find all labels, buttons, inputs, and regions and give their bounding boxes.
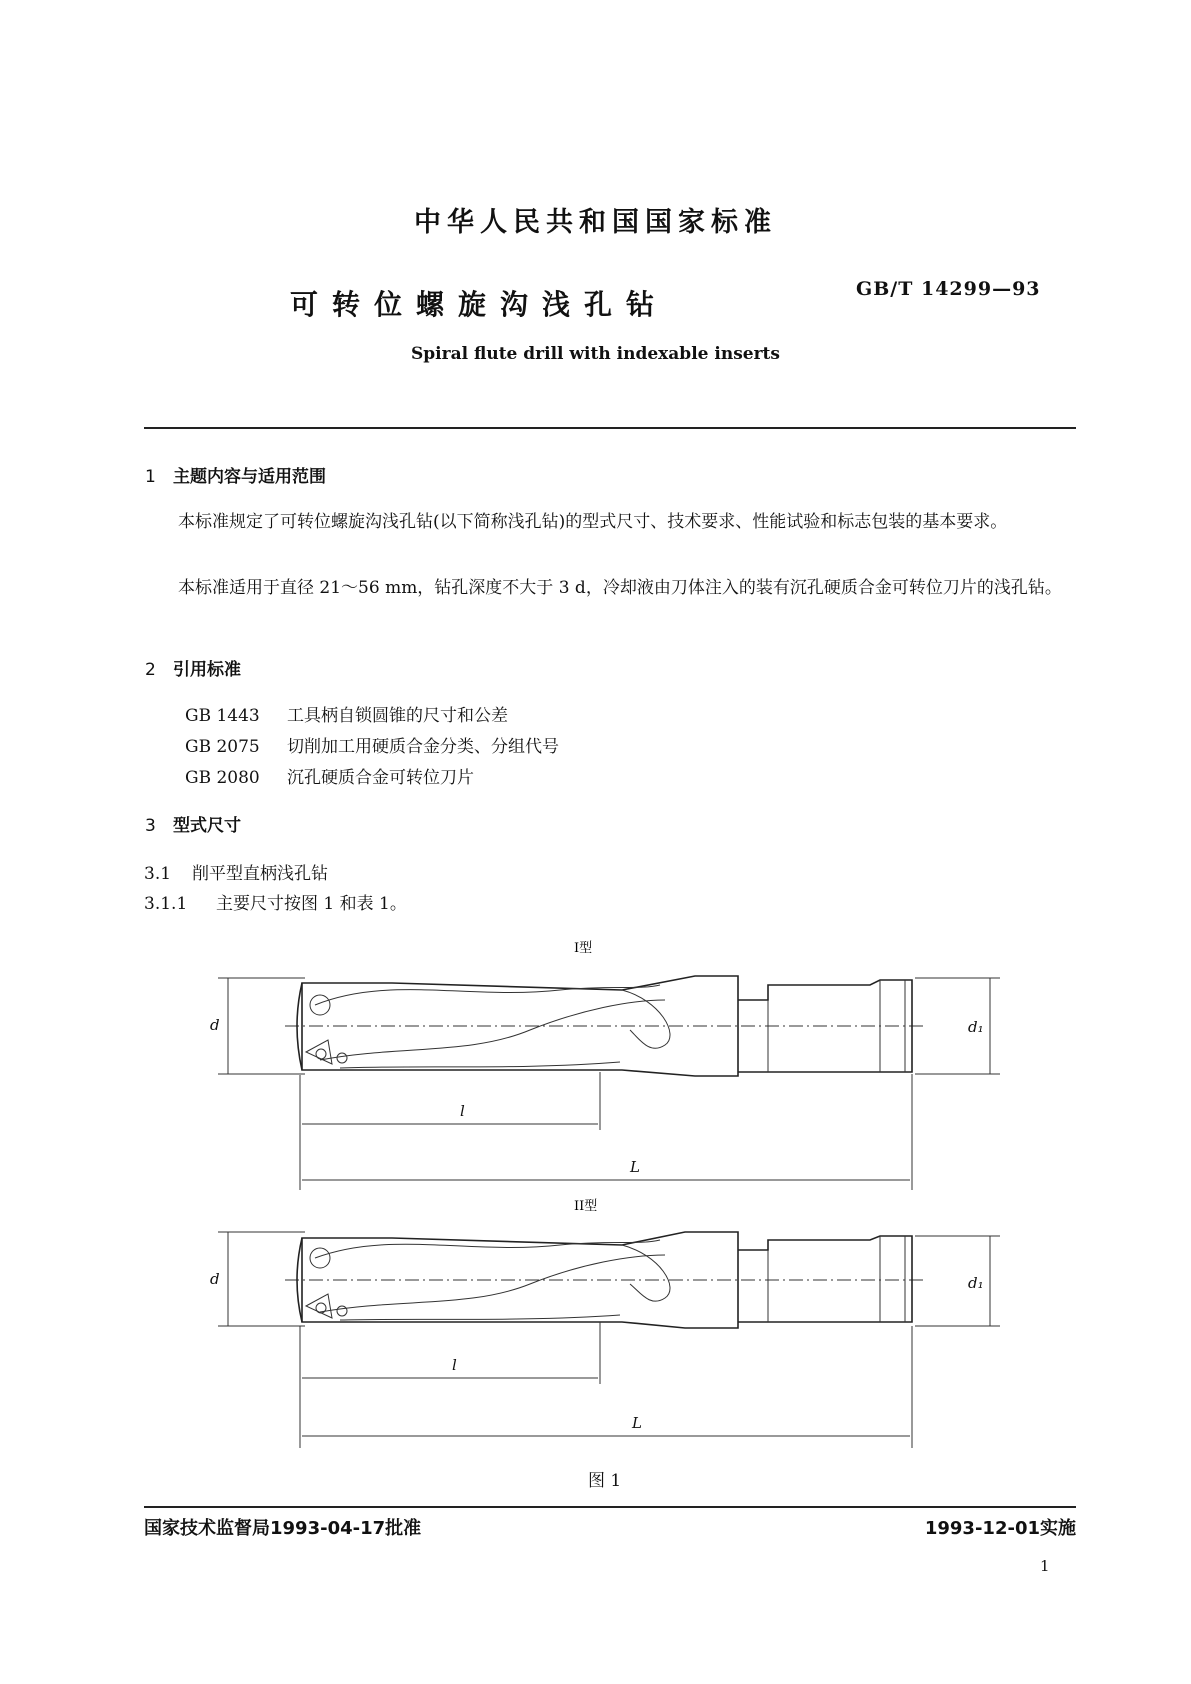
flute-line	[340, 1062, 620, 1068]
flute-line	[315, 1240, 660, 1258]
figure-type-2-label: II型	[574, 1199, 598, 1214]
subsection-3-1-1-text: 主要尺寸按图 1 和表 1。	[216, 894, 407, 914]
footer-rule	[144, 1506, 1076, 1508]
reference-code: GB 2075	[185, 737, 260, 757]
dim-label-L: L	[632, 1414, 642, 1432]
section-3-number: 3	[145, 816, 156, 836]
drill-type-1	[210, 940, 1000, 1190]
coolant-hole	[337, 1306, 347, 1316]
effective-date: 1993-12-01实施	[924, 1518, 1076, 1539]
issuing-organization: 中华人民共和国国家标准	[414, 207, 777, 238]
section-1-title: 主题内容与适用范围	[173, 467, 326, 487]
insert-top	[310, 1248, 330, 1268]
section-3-title: 型式尺寸	[173, 816, 241, 836]
dim-label-l: l	[460, 1102, 465, 1120]
dim-label-d1: d₁	[968, 1274, 984, 1292]
subsection-3-1-text: 削平型直柄浅孔钻	[192, 864, 328, 884]
flute-line	[320, 1000, 665, 1060]
reference-code: GB 2080	[185, 768, 260, 788]
section-1-paragraph-2: 本标准适用于直径 21～56 mm，钻孔深度不大于 3 d，冷却液由刀体注入的装有沉孔硬质合金可转位刀片的浅孔钻。	[178, 578, 1062, 598]
flute-line	[315, 985, 660, 1005]
coolant-hole	[337, 1053, 347, 1063]
approval-date: 国家技术监督局1993-04-17批准	[144, 1518, 422, 1539]
insert-bottom	[306, 1294, 332, 1318]
section-1-number: 1	[145, 467, 156, 487]
insert-bottom	[306, 1040, 332, 1064]
dim-label-d1: d₁	[968, 1018, 984, 1036]
section-2-title: 引用标准	[173, 660, 241, 680]
reference-title: 沉孔硬质合金可转位刀片	[287, 768, 474, 788]
english-title: Spiral flute drill with indexable inserts	[411, 344, 780, 364]
figure-type-1-label: I型	[574, 941, 593, 956]
flute-pocket	[622, 1245, 670, 1301]
page-number: 1	[1040, 1557, 1050, 1575]
insert-screw	[316, 1049, 326, 1059]
reference-title: 工具柄自锁圆锥的尺寸和公差	[287, 706, 508, 726]
dim-label-d: d	[210, 1270, 220, 1288]
section-1-paragraph-1: 本标准规定了可转位螺旋沟浅孔钻(以下简称浅孔钻)的型式尺寸、技术要求、性能试验和标志包装的基本要求。	[178, 512, 1008, 532]
dim-label-d: d	[210, 1016, 220, 1034]
document-title: 可转位螺旋沟浅孔钻	[290, 288, 669, 321]
subsection-3-1-1-number: 3.1.1	[144, 894, 188, 914]
reference-title: 切削加工用硬质合金分类、分组代号	[287, 737, 559, 757]
section-2-number: 2	[145, 660, 156, 680]
reference-code: GB 1443	[185, 706, 260, 726]
drill-shank	[738, 1236, 912, 1322]
figure-caption: 图 1	[588, 1471, 622, 1491]
insert-top	[310, 995, 330, 1015]
subsection-3-1-number: 3.1	[144, 864, 172, 884]
flute-pocket	[622, 990, 670, 1048]
dim-label-L: L	[630, 1158, 640, 1176]
flute-line	[340, 1315, 620, 1320]
standard-number: GB/T 14299—93	[856, 278, 1041, 300]
drill-type-2	[210, 1198, 1000, 1448]
flute-line	[320, 1255, 665, 1312]
dim-label-l: l	[452, 1356, 457, 1374]
